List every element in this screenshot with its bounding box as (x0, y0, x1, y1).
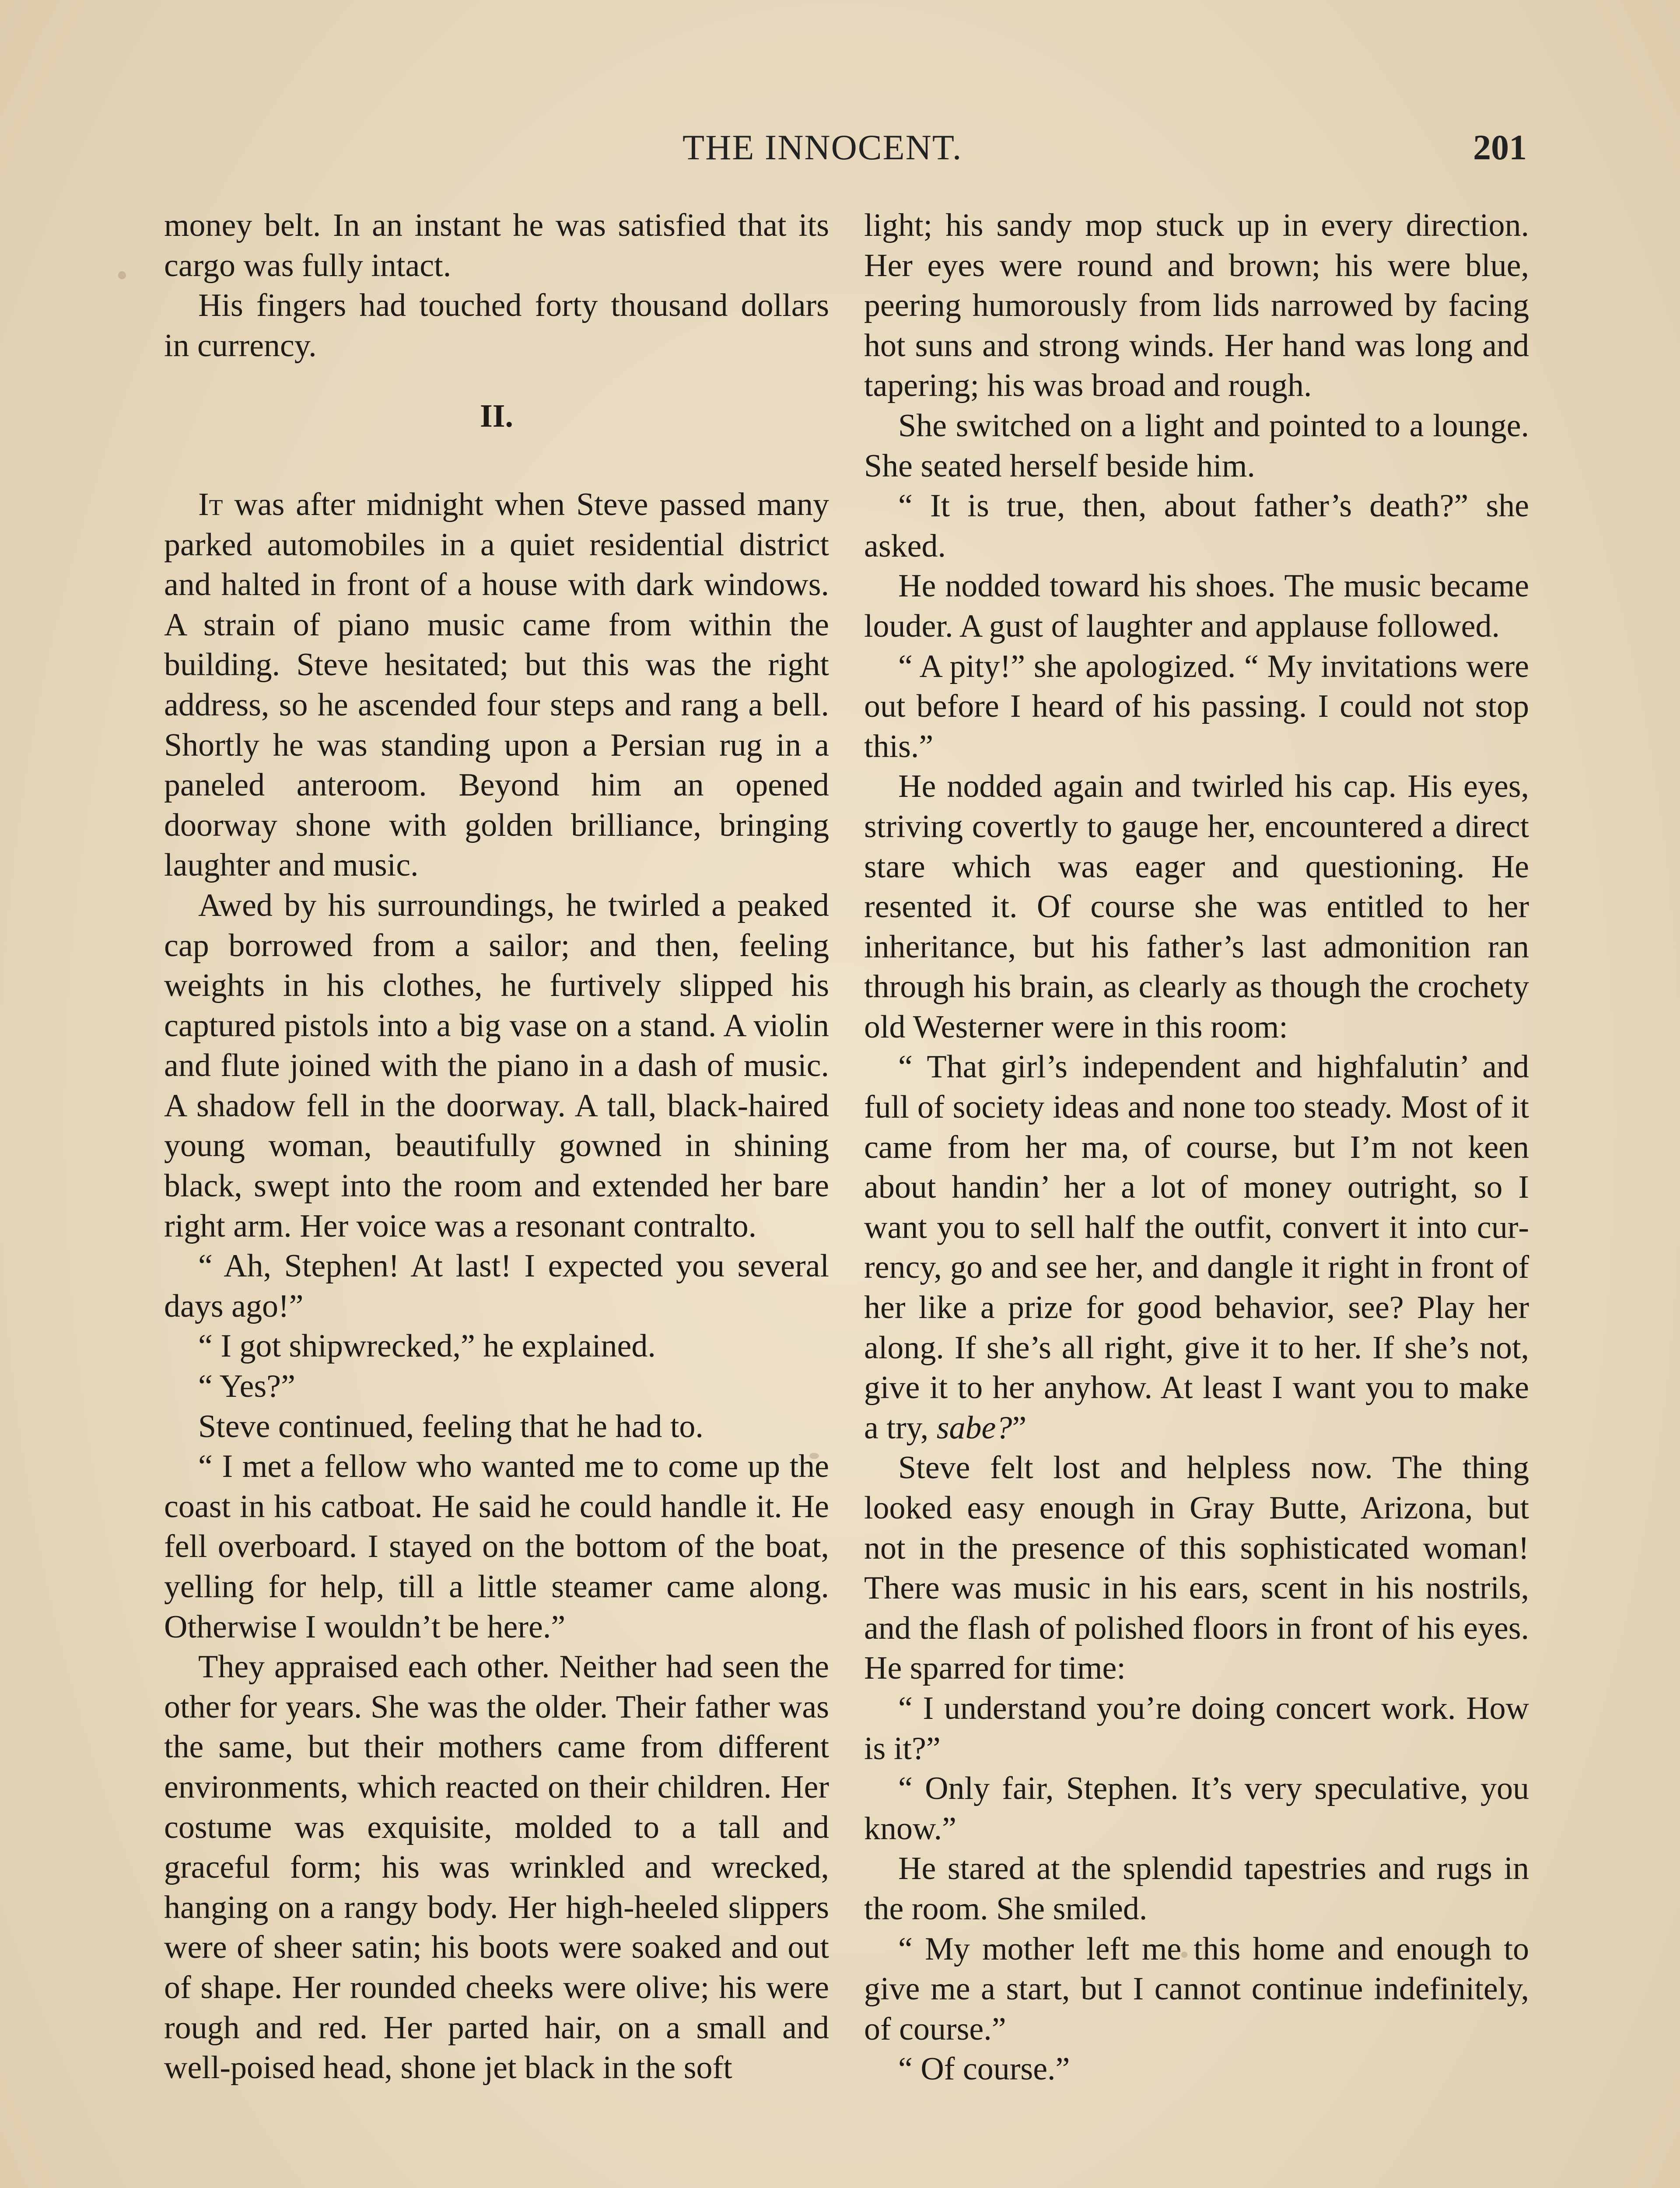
paragraph: Awed by his surroundings, he twirled a peaked cap borrowed from a sailor; and then, feeling weights in his clothes, he furtively slipped his captured pistols into a big vase on a stand. A violin and flute joined with the piano in a dash of music. A shadow fell in the doorway. A tall, black-haired young woman, beautifully gowned in shining black, swept into the room and extended her bare right arm. Her voice was a resonant contralto. (164, 887, 829, 1244)
section-heading: II. (480, 398, 514, 435)
right-column (864, 206, 1529, 2090)
paragraph: “ Only fair, Stephen. It’s very speculative, you know.” (864, 1771, 1529, 1847)
paragraph: “ Of course.” (898, 2051, 1070, 2087)
paragraph: Steve continued, feeling that he had to. (198, 1408, 704, 1445)
paper-stain (118, 271, 126, 279)
italic-word: sabe? (936, 1410, 1012, 1446)
left-column (164, 206, 829, 2088)
paragraph: “ I understand you’re doing concert work. How is it?” (864, 1690, 1529, 1767)
closing-quote: ” (1012, 1410, 1027, 1446)
paragraph: “ It is true, then, about father’s death?” she asked. (864, 488, 1529, 564)
paragraph: “ I got shipwrecked,” he explained. (198, 1328, 656, 1364)
paragraph-opening-word: It (198, 486, 223, 522)
paragraph: His fingers had touched forty thousand dollars in currency. (164, 288, 829, 364)
paragraph: He stared at the splendid tapestries and rugs in the room. She smiled. (864, 1851, 1529, 1927)
paragraph: money belt. In an instant he was satisfied that its cargo was fully intact. (164, 207, 829, 284)
page-header (166, 127, 1527, 175)
paragraph: Steve felt lost and helpless now. The thing looked easy enough in Gray Butte, Arizona, but not in the presence of this sophisticated woman! There was music in his ears, scent in his nostrils, and the flash of polished floors in front of his eyes. He sparred for time: (864, 1450, 1529, 1687)
paragraph (164, 485, 829, 886)
running-title: THE INNOCENT. (682, 127, 962, 167)
paragraph: He nodded again and twirled his cap. His eyes, striving covertly to gauge her, encountered a direct stare which was eager and questioning. He resented it. Of course she was entitled to her inheritance, but his father’s last admonition ran through his brain, as clearly as though the crochety old Westerner were in this room: (864, 768, 1529, 1045)
paragraph: “ A pity!” she apologized. “ My invitations were out before I heard of his passing. I could not stop this.” (864, 648, 1529, 764)
paragraph-text: “ That girl’s independent and highfalutin’ and full of society ideas and none too steady. Most of it came from her ma, of course, but I’m not keen about handin’ her a lot of money outright, so I want you to sell half the outfit, convert it into currency, go and see her, and dangle it right in front of her like a prize for good behavior, see? Play her along. If she’s all right, give it to her. If she’s not, give it to her anyhow. At least I want you to make a try, (864, 1049, 1529, 1446)
page-number: 201 (1473, 127, 1527, 167)
paragraph: They appraised each other. Neither had seen the other for years. She was the older. Their father was the same, but their mothers came from different environments, which reacted on their children. Her costume was exquisite, molded to a tall and graceful form; his was wrinkled and wrecked, hanging on a rangy body. Her high-heeled slippers were of sheer satin; his boots were soaked and out of shape. Her rounded cheeks were olive; his were rough and red. Her parted hair, on a small and well-poised head, shone jet black in the soft (164, 1649, 829, 2086)
paragraph-text: was after midnight when Steve passed many parked automobiles in a quiet residential district and halted in front of a house with dark windows. A strain of piano music came from within the building. Steve hesitated; but this was the right address, so he ascended four steps and rang a bell. Shortly he was standing upon a Persian rug in a paneled anteroom. Beyond him an opened doorway shone with golden brilliance, bringing laughter and music. (164, 486, 829, 884)
paragraph: “ Yes?” (198, 1368, 295, 1405)
paragraph: “ I met a fellow who wanted me to come up the coast in his catboat. He said he could handle it. He fell overboard. I stayed on the bottom of the boat, yelling for help, till a little steamer came along. Otherwise I wouldn’t be here.” (164, 1448, 829, 1645)
paragraph: light; his sandy mop stuck up in every direction. Her eyes were round and brown; his were blue, peering humorously from lids narrowed by facing hot suns and strong winds. Her hand was long and tapering; his was broad and rough. (864, 207, 1529, 404)
paragraph: “ Ah, Stephen! At last! I expected you several days ago!” (164, 1248, 829, 1324)
paragraph: “ My mother left me this home and enough to give me a start, but I cannot continue indefinitely, of course.” (864, 1931, 1529, 2047)
paragraph (864, 1047, 1529, 1448)
paragraph: She switched on a light and pointed to a lounge. She seated herself beside him. (864, 407, 1529, 484)
paragraph: He nodded toward his shoes. The music became louder. A gust of laughter and applause followed. (864, 568, 1529, 644)
